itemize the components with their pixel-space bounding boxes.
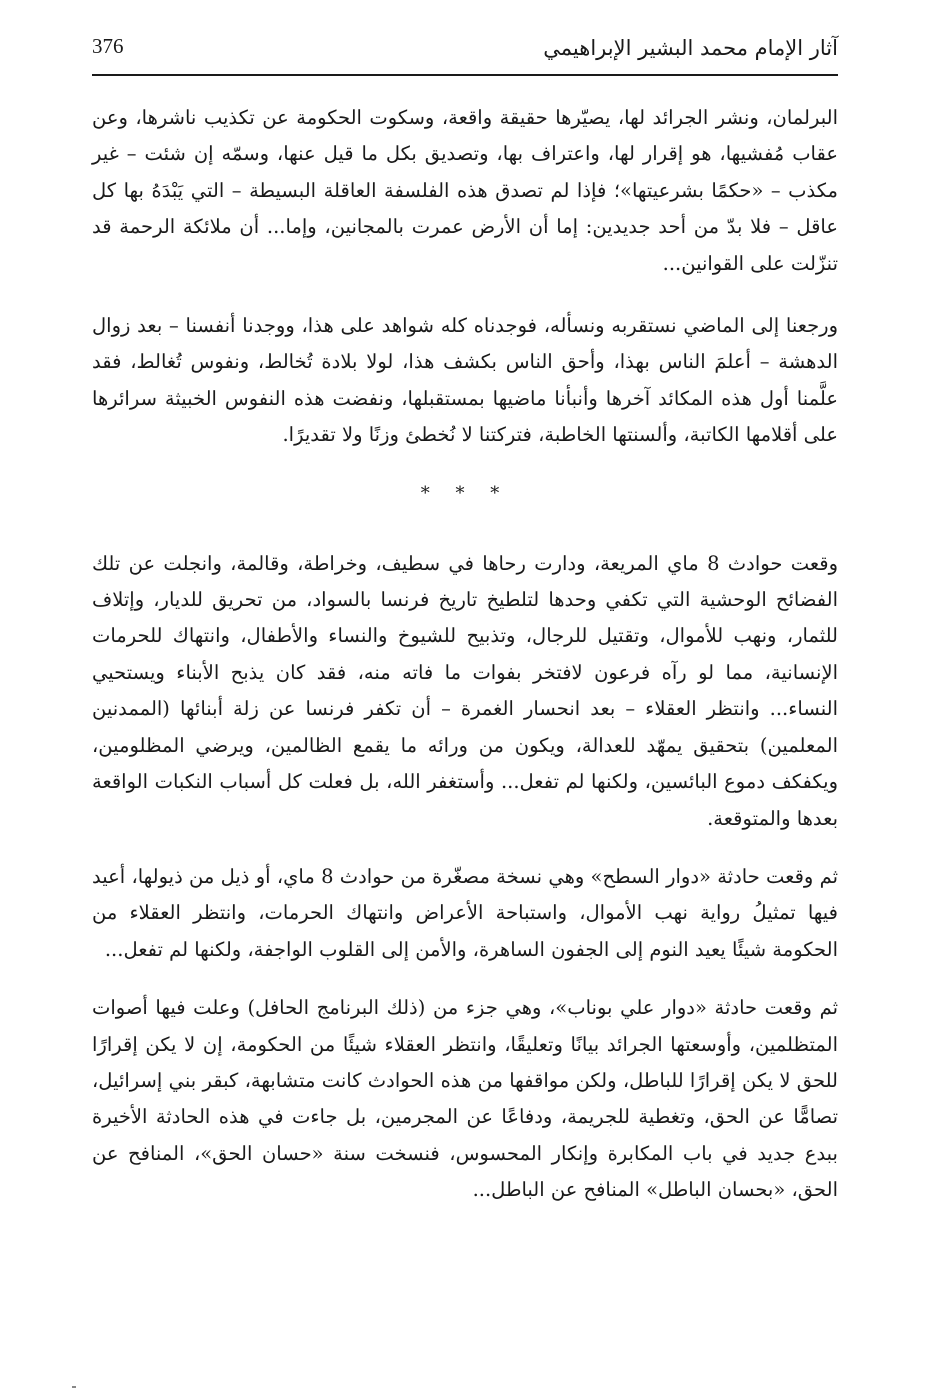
paragraph: ثم وقعت حادثة «دوار السطح» وهي نسخة مصغّرة من حوادث 8 ماي، أو ذيل من ذيولها، أعيد فيها تمثيلُ رواية نهب الأموال، واستباحة الأعراض وانتهاك الحرمات، وانتظر العقلاء من الحكومة شيئًا يعيد النوم إلى الجفون الساهرة، والأمن إلى القلوب الواجفة، ولكنها لم تفعل... <box>92 864 838 961</box>
scan-speck <box>72 1386 76 1388</box>
header-rule <box>92 74 838 76</box>
page-body <box>92 100 838 1209</box>
page-header <box>92 22 838 74</box>
paragraph: البرلمان، ونشر الجرائد لها، يصيّرها حقيقة واقعة، وسكوت الحكومة عن تكذيب ناشرها، وعن عقاب مُفشيها، هو إقرار لها، واعتراف بها، وتصديق بكل ما قيل عنها، وسمّه إن شئت – غير مكذب – «حكمًا بشرعيتها»؛ فإذا لم تصدق هذه الفلسفة العاقلة البسيطة – التي يَبْدَهُ بها كل عاقل – فلا بدّ من أحد جديدين: إما أن الأرض عمرت بالمجانين، وإما... أن ملائكة الرحمة قد تنزّلت على القوانين... <box>92 106 838 275</box>
paragraph: وقعت حوادث 8 ماي المريعة، ودارت رحاها في سطيف، وخراطة، وقالمة، وانجلت عن تلك الفضائح الوحشية التي تكفي وحدها لتلطيخ تاريخ فرنسا بالسواد، من تحريق للديار، وإتلاف للثمار، ونهب للأموال، وتقتيل للرجال، وتذبيح للشيوخ والنساء والأطفال، وانتهاك للحرمات الإنسانية، مما لو رآه فرعون لافتخر بفوات ما فاته منه، فقد كان يذبح الأبناء ويستحيي النساء... وانتظر العقلاء – بعد انحسار الغمرة – أن تكفر فرنسا عن زلة أبنائها (الممدنين المعلمين) بتحقيق يمهّد للعدالة، ويكون من ورائه ما يقمع الظالمين، ويرضي المظلومين، ويكفكف دموع البائسين، ولكنها لم تفعل... وأستغفر الله، بل فعلت كل أسباب النكبات الواقعة بعدها والمتوقعة. <box>92 551 838 830</box>
paragraph: ورجعنا إلى الماضي نستقربه ونسأله، فوجدناه كله شواهد على هذا، ووجدنا أنفسنا – بعد زوال الدهشة – أعلمَ الناس بهذا، وأحق الناس بكشف هذا، لولا بلادة تُخالط، ونفوس تُغالط، فقد علَّمنا أول هذه المكائد آخرها وأنبأنا ماضيها بمستقبلها، ونفضت هذه النفوس الخبيثة سرائرها على أقلامها الكاتبة، وألسنتها الخاطبة، فتركتنا لا نُخطئ وزنًا ولا تقديرًا. <box>92 314 838 447</box>
running-title: آثار الإمام محمد البشير الإبراهيمي <box>543 36 838 60</box>
paragraph: ثم وقعت حادثة «دوار علي بوناب»، وهي جزء من (ذلك البرنامج الحافل) وعلت فيها أصوات المتظلمين، وأوسعتها الجرائد بيانًا وتعليقًا، وانتظر العقلاء شيئًا من الحكومة، إن لا يكن إقرارًا للحق لا يكن إقرارًا للباطل، ولكن مواقفها من هذه الحوادث كانت متشابهة، كبقر بني إسرائيل، تصامًّا عن الحق، وتغطية للجريمة، ودفاعًا عن المجرمين، بل جاءت في هذه الحادثة الأخيرة ببدع جديد في باب المكابرة وإنكار المحسوس، فنسخت سنة «حسان الحق»، المنافح عن الحق، «بحسان الباطل» المنافح عن الباطل... <box>92 996 838 1202</box>
section-separator: * * * <box>420 482 510 504</box>
page-number: 376 <box>92 34 124 58</box>
